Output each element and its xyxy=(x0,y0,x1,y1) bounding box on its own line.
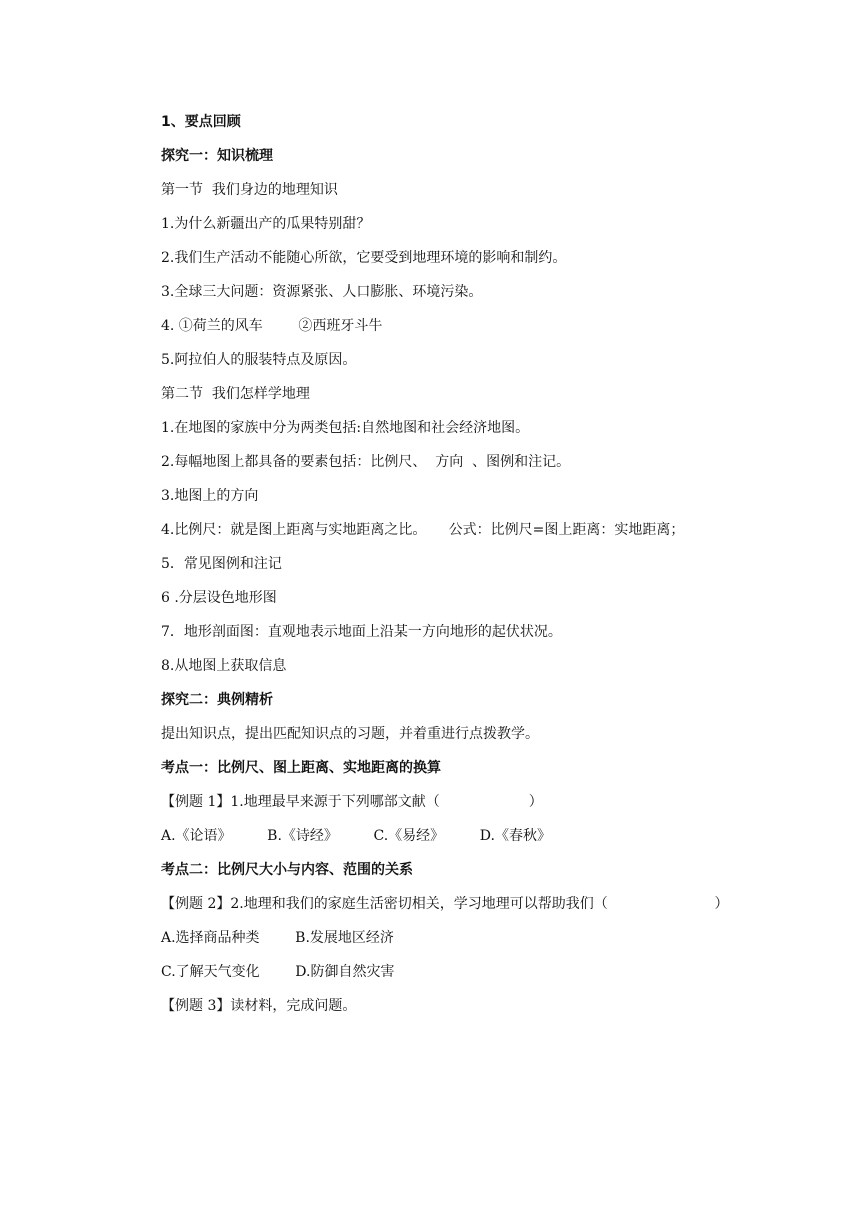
list-item: 2.每幅地图上都具备的要素包括：比例尺、 方向 、图例和注记。 xyxy=(161,454,571,470)
chapter-two-title: 第二节 我们怎样学地理 xyxy=(161,386,310,402)
example-question-1: 【例题 1】1.地理最早来源于下列哪部文献（ ） xyxy=(161,794,543,810)
example-question-2-options-ab: A.选择商品种类 B.发展地区经济 xyxy=(161,930,394,946)
chapter-one-title: 第一节 我们身边的地理知识 xyxy=(161,182,338,198)
list-item: 5．常见图例和注记 xyxy=(161,556,282,572)
example-question-1-options: A.《论语》 B.《诗经》 C.《易经》 D.《春秋》 xyxy=(161,828,551,844)
exam-point-one: 考点一：比例尺、图上距离、实地距离的换算 xyxy=(161,760,441,776)
list-item: 4.比例尺：就是图上距离与实地距离之比。 公式：比例尺=图上距离：实地距离； xyxy=(161,522,685,538)
heading-explore-two: 探究二：典例精析 xyxy=(161,692,273,708)
exam-point-two: 考点二：比例尺大小与内容、范围的关系 xyxy=(161,862,413,878)
list-item: 2.我们生产活动不能随心所欲，它要受到地理环境的影响和制约。 xyxy=(161,250,567,266)
list-item: 4. ①荷兰的风车 ②西班牙斗牛 xyxy=(161,318,383,334)
list-item: 8.从地图上获取信息 xyxy=(161,658,287,674)
list-item: 5.阿拉伯人的服装特点及原因。 xyxy=(161,352,357,368)
instruction-text: 提出知识点，提出匹配知识点的习题，并着重进行点拨教学。 xyxy=(161,726,539,742)
list-item: 7．地形剖面图：直观地表示地面上沿某一方向地形的起伏状况。 xyxy=(161,624,562,640)
section-heading-key-points: 1、要点回顾 xyxy=(161,114,241,130)
example-question-2: 【例题 2】2.地理和我们的家庭生活密切相关，学习地理可以帮助我们（ ） xyxy=(161,896,729,912)
heading-explore-one: 探究一：知识梳理 xyxy=(161,148,273,164)
example-question-2-options-cd: C.了解天气变化 D.防御自然灾害 xyxy=(161,964,395,980)
example-question-3: 【例题 3】读材料，完成问题。 xyxy=(161,998,357,1014)
list-item: 6 .分层设色地形图 xyxy=(161,590,277,606)
list-item: 3.全球三大问题：资源紧张、人口膨胀、环境污染。 xyxy=(161,284,483,300)
list-item: 1.在地图的家族中分为两类包括:自然地图和社会经济地图。 xyxy=(161,420,530,436)
list-item: 3.地图上的方向 xyxy=(161,488,259,504)
list-item: 1.为什么新疆出产的瓜果特别甜？ xyxy=(161,216,371,232)
